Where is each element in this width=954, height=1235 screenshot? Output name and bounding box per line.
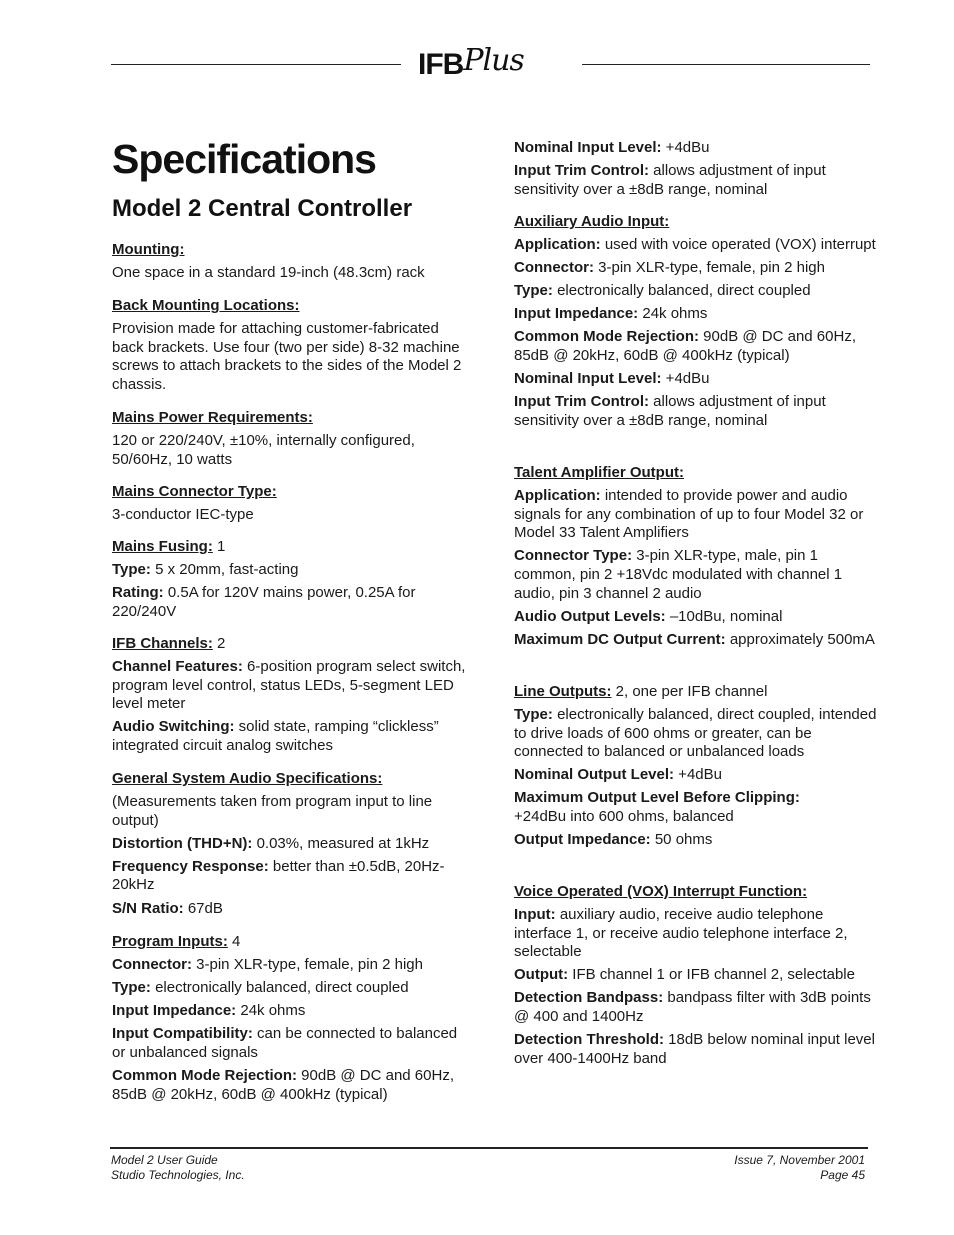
spec-label: Output Impedance: <box>514 831 651 849</box>
spec-value: +4dBu <box>674 766 722 784</box>
section-talent-amp <box>514 464 879 654</box>
spec-value: approximately 500mA <box>725 630 875 648</box>
logo-script-text: Plus <box>463 43 524 78</box>
spec-label: Type: <box>112 979 151 997</box>
footer-page-number: Page 45 <box>820 1168 865 1182</box>
section-heading: General System Audio Specifications: <box>112 770 383 787</box>
spec-note: (Measurements taken from program input to line output) <box>112 793 433 829</box>
spec-label: Maximum Output Level Before Clipping: <box>514 789 800 807</box>
spec-value: IFB channel 1 or IFB channel 2, selectable <box>568 966 855 984</box>
spec-label: Audio Switching: <box>112 718 235 736</box>
heading-value: 2 <box>212 635 226 652</box>
section-mains-fusing <box>112 538 472 626</box>
section-heading: Line Outputs: <box>514 683 612 700</box>
spec-value: 24k ohms <box>236 1002 306 1020</box>
spec-value: allows adjustment of input sensitivity over a ±8dB range, nominal <box>514 393 826 429</box>
section-heading: Program Inputs: <box>112 933 228 950</box>
section-mounting <box>112 241 472 287</box>
spec-label: S/N Ratio: <box>112 899 184 917</box>
footer-guide-title: Model 2 User Guide <box>111 1153 218 1167</box>
spec-label: Nominal Output Level: <box>514 766 675 784</box>
spec-value: 90dB @ DC and 60Hz, 85dB @ 20kHz, 60dB @ 400kHz (typical) <box>112 1067 454 1103</box>
section-vox <box>514 883 879 1073</box>
spec-value: intended to provide power and audio signals for any combination of up to four Model 32 or Model 33 Talent Amplifiers <box>514 487 864 542</box>
spec-label: Output: <box>514 966 569 984</box>
spec-value: 90dB @ DC and 60Hz, 85dB @ 20kHz, 60dB @ 400kHz (typical) <box>514 328 856 365</box>
spec-value: used with voice operated (VOX) interrupt <box>600 236 876 254</box>
spec-value: electronically balanced, direct coupled, intended to drive loads of 600 ohms or greater, can be connected to balanced or unbalanced loads <box>514 706 877 761</box>
spec-label: Input Compatibility: <box>112 1025 253 1043</box>
spec-label: Nominal Input Level: <box>514 370 662 388</box>
spec-value: can be connected to balanced or unbalanced signals <box>112 1025 458 1061</box>
spec-label: Rating: <box>112 584 164 602</box>
section-heading: Back Mounting Locations: <box>112 297 300 314</box>
footer-left <box>111 1153 245 1183</box>
spec-value: +4dBu <box>661 139 710 156</box>
spec-label: Connector: <box>514 259 594 277</box>
page-subtitle: Model 2 Central Controller <box>112 195 413 222</box>
spec-value: electronically balanced, direct coupled <box>150 979 409 997</box>
header-rule-right <box>582 64 870 65</box>
spec-value: 3-pin XLR-type, male, pin 1 common, pin 2 +18Vdc modulated with channel 1 audio, pin 3 channel 2 audio <box>514 547 843 602</box>
spec-label: Detection Bandpass: <box>514 989 664 1007</box>
spec-label: Common Mode Rejection: <box>514 328 700 346</box>
section-heading: Talent Amplifier Output: <box>514 464 684 481</box>
spec-value: allows adjustment of input sensitivity over a ±8dB range, nominal <box>514 162 826 198</box>
spec-label: Application: <box>514 236 601 254</box>
section-mains-power <box>112 409 472 474</box>
section-program-inputs-continued <box>514 139 879 204</box>
spec-value: –10dBu, nominal <box>665 607 783 625</box>
section-heading: IFB Channels: <box>112 635 213 652</box>
footer-right <box>734 1153 865 1183</box>
spec-value: 24k ohms <box>638 305 708 323</box>
spec-value: auxiliary audio, receive audio telephone interface 1, or receive audio telephone interface 2, selectable <box>514 906 848 961</box>
section-heading: Voice Operated (VOX) Interrupt Function: <box>514 883 808 900</box>
spec-value: 5 x 20mm, fast-acting <box>150 561 299 579</box>
spec-label: Input Trim Control: <box>514 393 649 411</box>
spec-value: better than ±0.5dB, 20Hz-20kHz <box>112 857 445 894</box>
footer-issue: Issue 7, November 2001 <box>734 1153 865 1167</box>
logo-main-text: IFB <box>418 48 464 81</box>
section-heading: Mains Fusing: <box>112 538 213 555</box>
spec-value: +4dBu <box>661 370 710 388</box>
spec-value: 3-pin XLR-type, female, pin 2 high <box>192 956 423 974</box>
spec-label: Input Impedance: <box>112 1002 237 1020</box>
section-aux-input <box>514 213 879 435</box>
spec-value: 50 ohms <box>650 831 713 849</box>
spec-label: Connector Type: <box>514 547 633 565</box>
spec-value: solid state, ramping “clickless” integrated circuit analog switches <box>112 718 439 754</box>
heading-value: 4 <box>227 933 241 950</box>
spec-value: 18dB below nominal input level over 400-1400Hz band <box>514 1031 875 1067</box>
section-heading: Auxiliary Audio Input: <box>514 213 670 230</box>
spec-label: Input Trim Control: <box>514 162 649 180</box>
spec-label: Distortion (THD+N): <box>112 834 253 852</box>
spec-text: One space in a standard 19-inch (48.3cm) rack <box>112 264 425 282</box>
spec-label: Common Mode Rejection: <box>112 1067 298 1085</box>
spec-label: Audio Output Levels: <box>514 607 666 625</box>
spec-label: Detection Threshold: <box>514 1031 665 1049</box>
spec-label: Frequency Response: <box>112 857 269 875</box>
footer-rule <box>110 1147 868 1149</box>
spec-label: Connector: <box>112 956 192 974</box>
page-title: Specifications <box>112 136 376 182</box>
heading-value: 1 <box>212 538 226 555</box>
spec-value: 0.5A for 120V mains power, 0.25A for 220/240V <box>112 584 416 620</box>
spec-label: Maximum DC Output Current: <box>514 630 726 648</box>
section-program-inputs <box>112 933 472 1109</box>
spec-value: 0.03%, measured at 1kHz <box>252 834 430 852</box>
section-mains-connector <box>112 483 472 529</box>
spec-label: Type: <box>112 561 151 579</box>
header-rule-left <box>111 64 401 65</box>
spec-value: bandpass filter with 3dB points @ 400 and 1400Hz <box>514 989 871 1026</box>
spec-label: Application: <box>514 487 601 505</box>
spec-value: 6-position program select switch, program level control, status LEDs, 5-segment LED level meter <box>112 658 466 713</box>
spec-label: Input: <box>514 906 556 924</box>
spec-value: electronically balanced, direct coupled <box>552 282 811 300</box>
section-ifb-channels <box>112 635 472 760</box>
spec-label: Nominal Input Level: <box>514 139 662 156</box>
section-general-audio <box>112 770 472 923</box>
spec-value: 3-pin XLR-type, female, pin 2 high <box>594 259 825 277</box>
heading-value: 2, one per IFB channel <box>611 683 768 700</box>
spec-text: 120 or 220/240V, ±10%, internally configured, 50/60Hz, 10 watts <box>112 432 415 468</box>
spec-label: Channel Features: <box>112 658 243 676</box>
spec-label: Type: <box>514 706 553 724</box>
ifb-plus-logo <box>418 40 568 86</box>
spec-value: 67dB <box>183 899 223 917</box>
section-heading: Mounting: <box>112 241 185 258</box>
spec-value: +24dBu into 600 ohms, balanced <box>514 808 734 826</box>
spec-text: 3-conductor IEC-type <box>112 506 254 524</box>
spec-label: Input Impedance: <box>514 305 639 323</box>
spec-label: Type: <box>514 282 553 300</box>
section-line-outputs <box>514 683 879 854</box>
section-heading: Mains Power Requirements: <box>112 409 313 426</box>
footer-company: Studio Technologies, Inc. <box>111 1168 245 1182</box>
spec-text: Provision made for attaching customer-fabricated back brackets. Use four (two per side) 8-32 machine screws to attach brackets to the sides of the Model 2 chassis. <box>112 320 462 393</box>
section-back-mounting <box>112 297 472 399</box>
section-heading: Mains Connector Type: <box>112 483 277 500</box>
